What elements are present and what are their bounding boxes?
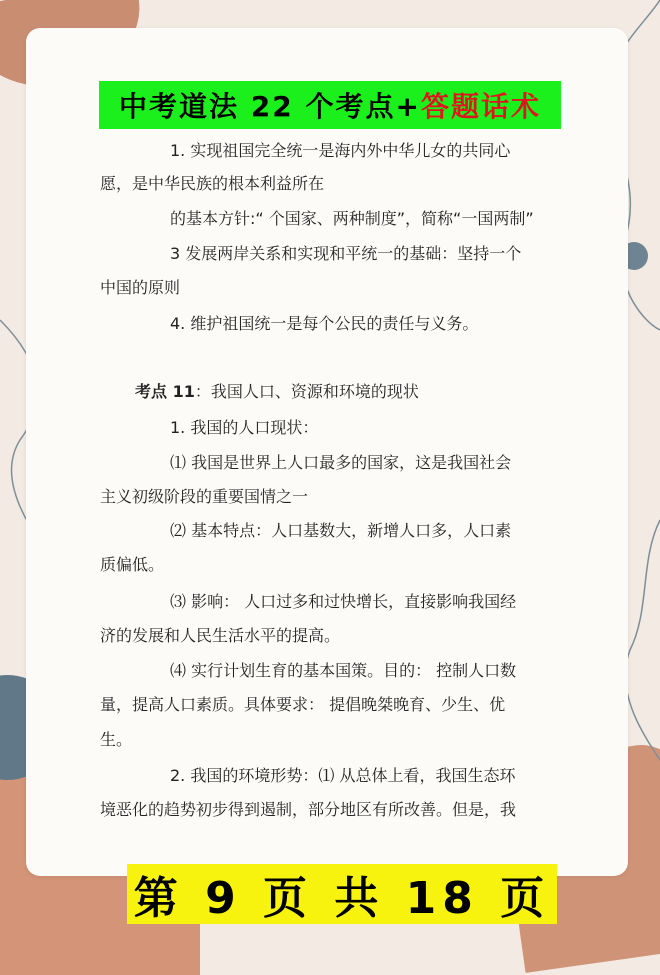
body-line: 1. 实现祖国完全统一是海内外中华儿女的共同心 [170, 141, 511, 160]
page-number-banner: 第 9 页 共 18 页 [127, 864, 557, 924]
section-heading [135, 382, 419, 402]
page-title-accent: 答题话术 [420, 90, 541, 123]
body-line: 3 发展两岸关系和实现和平统一的基础：坚持一个 [170, 244, 522, 263]
body-line: ⑵ 基本特点：人口基数大，新增人口多，人口素 [170, 521, 512, 540]
body-line: 量，提高人口素质。具体要求： 提倡晚桀晚育、少生、优 [100, 695, 506, 714]
body-line: 的基本方针:“ 个国家、两种制度”，简称“一国两制” [170, 209, 534, 228]
body-line: 愿，是中华民族的根本利益所在 [100, 174, 325, 193]
section-heading-text: ：我国人口、资源和环境的现状 [194, 382, 419, 401]
body-line: ⑶ 影响： 人口过多和过快增长，直接影响我国经 [170, 592, 517, 611]
body-line: 1. 我国的人口现状： [170, 418, 319, 437]
body-line: 境恶化的趋势初步得到遏制，部分地区有所改善。但是，我 [100, 800, 517, 819]
body-line: 4. 维护祖国统一是每个公民的责任与义务。 [170, 314, 479, 333]
body-line: 生。 [100, 730, 133, 749]
body-line: 济的发展和人民生活水平的提高。 [100, 626, 341, 645]
page-title-main: 中考道法 22 个考点+ [119, 90, 421, 123]
body-line: ⑴ 我国是世界上人口最多的国家，这是我国社会 [170, 453, 512, 472]
body-line: 主义初级阶段的重要国情之一 [100, 487, 309, 506]
body-line: 质偏低。 [100, 555, 165, 574]
body-line: ⑷ 实行计划生育的基本国策。目的： 控制人口数 [170, 661, 517, 680]
body-line: 2. 我国的环境形势：⑴ 从总体上看，我国生态环 [170, 766, 516, 785]
page-title [99, 81, 561, 129]
section-heading-label: 考点 11 [135, 382, 195, 401]
body-line: 中国的原则 [100, 278, 181, 297]
